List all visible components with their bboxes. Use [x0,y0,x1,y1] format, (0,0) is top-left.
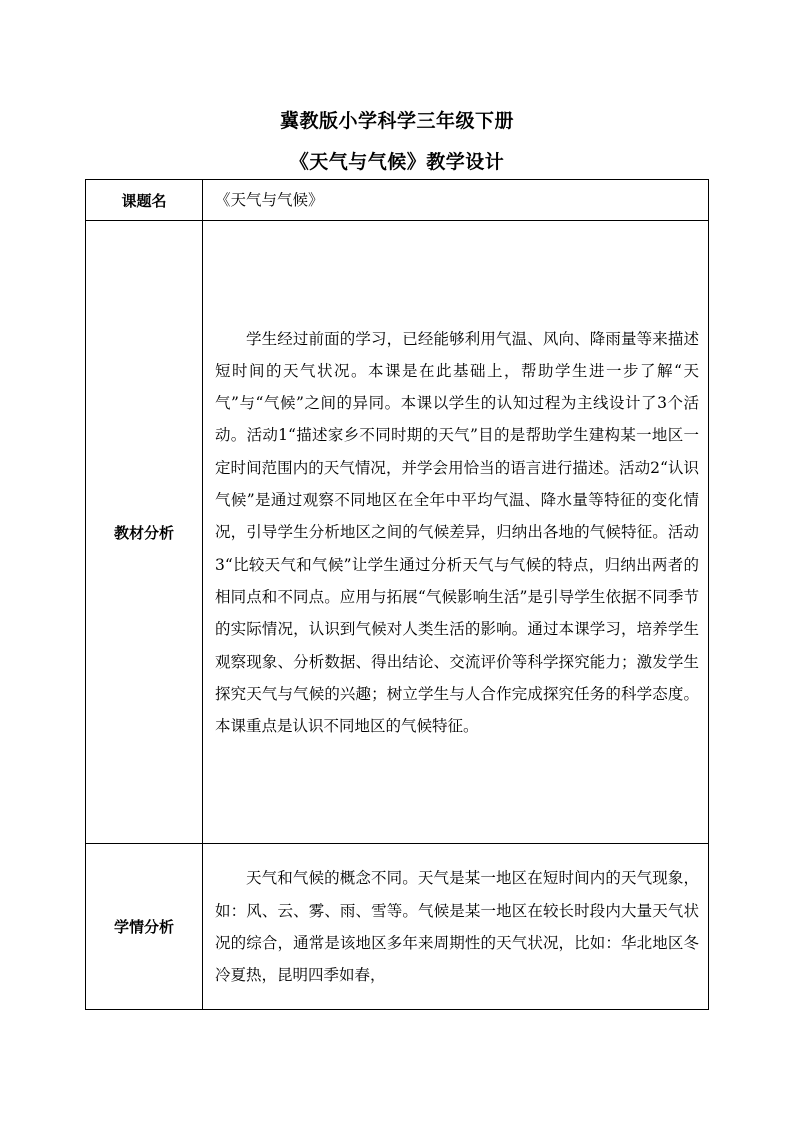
row-content-learner-analysis-cell [203,844,709,1010]
lesson-plan-table [85,179,709,1010]
row-label-learner-analysis: 学情分析 [86,844,203,1010]
row-content-material-analysis-cell [203,221,709,844]
document-title: 冀教版小学科学三年级下册 [279,110,514,132]
material-analysis-paragraph: 学生经过前面的学习，已经能够利用气温、风向、降雨量等来描述短时间的天气状况。本课是在此基础上，帮助学生进一步了解“天气”与“气候”之间的异同。本课以学生的认知过程为主线设计了3个活动。活动1“描述家乡不同时期的天气”目的是帮助学生建构某一地区一定时间范围内的天气情况，并学会用恰当的语言进行描述。活动2“认识气候”是通过观察不同地区在全年中平均气温、降水量等特征的变化情况，引导学生分析地区之间的气候差异，归纳出各地的气候特征。活动3“比较天气和气候”让学生通过分析天气与气候的特点，归纳出两者的相同点和不同点。应用与拓展“气候影响生活”是引导学生依据不同季节的实际情况，认识到气候对人类生活的影响。通过本课学习，培养学生观察现象、分析数据、得出结论、交流评价等科学探究能力；激发学生探究天气与气候的兴趣；树立学生与人合作完成探究任务的科学态度。本课重点是认识不同地区的气候特征。 [215,329,699,736]
row-label-material-analysis: 教材分析 [86,221,203,844]
document-subtitle: 《天气与气候》教学设计 [289,151,505,173]
table-row-material-analysis [86,221,709,844]
row-label-topic: 课题名 [86,180,203,221]
row-content-topic: 《天气与气候》 [203,180,709,221]
table-row-topic [86,180,709,221]
learner-analysis-paragraph: 天气和气候的概念不同。天气是某一地区在短时间内的天气现象，如：风、云、雾、雨、雪等。气候是某一地区在较长时段内大量天气状况的综合，通常是该地区多年来周期性的天气状况，比如：华北地区冬冷夏热，昆明四季如春， [215,869,699,985]
table-row-learner-analysis [86,844,709,1010]
